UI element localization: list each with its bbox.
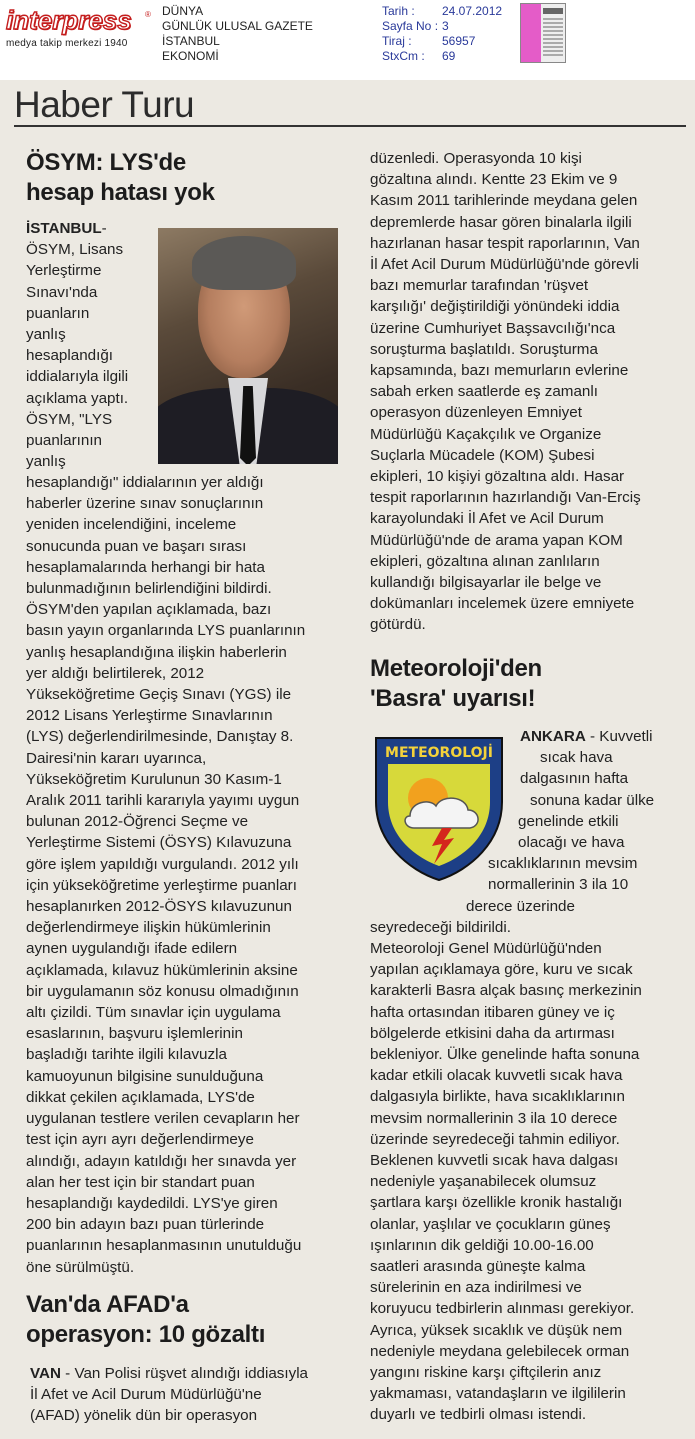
text-line: tespit raporlarının hazırlandığı Van-Erciş [370, 489, 641, 507]
person-photo [158, 228, 338, 464]
text-line: ÖSYM'den yapılan açıklamada, bazı [26, 601, 272, 619]
text-line: karakterli Basra alçak basınç merkezinin [370, 982, 642, 1000]
text-line: depremlerde hasar gören binalarla ilgili [370, 213, 632, 231]
text-line: ışınlarının dik geldiği 10.00-16.00 [370, 1236, 594, 1254]
text-line: alındığı, adayın katıldığı her sınavda yer [26, 1152, 297, 1170]
text-line: Beklenen kuvvetli sıcak hava dalgası [370, 1152, 619, 1170]
text-line: kapsamında, bazı memurların evlerine [370, 362, 629, 380]
text-line: Müdürlüğü Kaçakçılık ve Organize [370, 425, 602, 443]
text-line: test için ayrı ayrı değerlendirmeye [26, 1131, 254, 1149]
text-line: sıcak hava [540, 749, 613, 767]
text-line: bulunan 2012-Öğrenci Seçme ve [26, 813, 249, 831]
text-line: iddialarıyla ilgili [26, 368, 129, 386]
text-line: sabah erken saatlerde eş zamanlı [370, 383, 598, 401]
text-line: Yükseköğretime Geçiş Sınavı (YGS) ile [26, 686, 292, 704]
text-line: yapılan açıklamaya göre, kuru ve sıcak [370, 961, 633, 979]
text-line: yanlış [26, 326, 66, 344]
text-line: açıklamada, kılavuz hükümlerinin aksine [26, 961, 298, 979]
meta-label: Tarih : [382, 4, 415, 18]
meta-value: 3 [442, 19, 449, 33]
meta-label: StxCm : [382, 49, 425, 63]
text-line: Kasım 2011 tarihlerinde meydana gelen [370, 192, 638, 210]
text-line: basın yayın organlarında LYS puanlarının [26, 622, 306, 640]
text-line: şartlara karşı özellikle kronik hastalığı [370, 1194, 623, 1212]
badge-label: METEOROLOJİ [385, 745, 493, 761]
text-line: altı çizildi. Tüm sınavlar için uygulama [26, 1004, 281, 1022]
text-line: bulunmadığının belirlendiğini bildirdi. [26, 580, 272, 598]
text-line: hesaplandığı kaydedildi. LYS'ye giren [26, 1194, 278, 1212]
text-line: hesaplandığı" iddialarının yer aldığı [26, 474, 264, 491]
text-line: haberler üzerine sınav sonuçlarının [26, 495, 264, 513]
text-line: hesaplandığı [26, 347, 113, 365]
publication-name: DÜNYA [162, 4, 204, 18]
text-line: Ayrıca, yüksek sıcaklık ve düşük nem [370, 1321, 623, 1339]
text-line: İl Afet Acil Durum Müdürlüğü'nde görevli [370, 256, 639, 274]
text-line: derece üzerinde [466, 897, 575, 915]
text-line: Meteoroloji Genel Müdürlüğü'nden [370, 940, 602, 957]
text-line: İl Afet ve Acil Durum Müdürlüğü'ne [30, 1386, 262, 1404]
text-line: bölgelerde etkisini daha da artırması [370, 1024, 615, 1042]
text-span: - [101, 220, 107, 237]
text-line: Müdürlüğü'nde de arama yapan KOM [370, 531, 623, 549]
text-line: mevsim normallerinin 3 ila 10 derece [370, 1109, 618, 1127]
text-line: yangını riskine karşı çiftçilerin anız [370, 1364, 602, 1382]
text-line: puanlarının [26, 432, 102, 450]
publication-section: EKONOMİ [162, 49, 219, 63]
text-line: saatleri arasında güneşte kalma [370, 1258, 586, 1276]
text-span: - Kuvvetli [585, 728, 653, 745]
dateline: VAN [30, 1365, 61, 1382]
text-line: dokümanları incelemek üzere emniyete [370, 595, 635, 613]
text-line: dalgasıyla birlikte, hava sıcaklıklarının [370, 1088, 625, 1106]
text-line: bazı memurlar tarafından 'rüşvet [370, 277, 589, 295]
interpress-logo [6, 5, 151, 49]
text-line: hesaplamalarında herhangi bir hata [26, 558, 265, 576]
text-line: puanlarının hesaplanmasının unutulduğu [26, 1237, 302, 1255]
text-line: yanlış [26, 453, 66, 471]
text-line: ekipleri, 10 kişiyi gözaltına aldı. Hasar [370, 468, 625, 486]
logo-wordmark: interpress [6, 5, 132, 35]
article3-lead [370, 726, 654, 938]
text-line [30, 1363, 308, 1384]
text-line: hazırlanan hasar tespit raporlarının, Van [370, 234, 640, 252]
text-line: esaslarının, başvuru işlemlerinin [26, 1025, 243, 1043]
article2-lead [30, 1363, 308, 1427]
text-line: karşılığı' değiştirildiği yönündeki iddia [370, 298, 620, 316]
article3-headline: Meteoroloji'den 'Basra' uyarısı! [370, 655, 542, 712]
text-line: uygulanan testlere verilen cevapların her [26, 1110, 300, 1128]
text-line: Yerleştirme Sistemi (ÖSYS) Kılavuzuna [26, 834, 292, 852]
publication-city: İSTANBUL [162, 34, 220, 48]
text-line: kullandığı bilgisayarlar ile belge ve [370, 574, 602, 592]
text-line: seyredeceği bildirildi. [370, 918, 511, 936]
publication-type: GÜNLÜK ULUSAL GAZETE [162, 19, 313, 33]
text-line: sonucunda puan ve başarı sırası [26, 537, 247, 555]
newspaper-page [0, 80, 695, 1439]
text-line: olacağı ve hava [518, 834, 625, 852]
text-line: bekleniyor. Ülke genelinde hafta sonuna [370, 1046, 640, 1064]
text-line: açıklama yaptı. [26, 389, 129, 407]
dateline: ANKARA [520, 728, 586, 745]
text-line: Yükseköğretim Kurulunun 30 Kasım-1 [26, 770, 282, 788]
text-line: alan her test için bir standart puan [26, 1173, 255, 1191]
text-line: (LYS) değerlendirilmesinde, Danıştay 8. [26, 728, 294, 746]
text-line: bir uygulamanın söz konusu olmadığının [26, 982, 299, 1000]
text-line [520, 726, 654, 747]
text-line: Aralık 2011 tarihli kararıyla yayımı uygun [26, 792, 300, 810]
text-line: üzerine Cumhuriyet Başsavcılığı'nca [370, 319, 616, 337]
text-line: hafta ortasından itibaren güney ve iç [370, 1003, 615, 1021]
text-line: 200 bin adayın bazı puan türlerinde [26, 1216, 265, 1234]
meta-label: Sayfa No : [382, 19, 439, 33]
article2-headline: Van'da AFAD'a operasyon: 10 gözaltı [26, 1291, 266, 1348]
text-line: yanlış hesaplandığına ilişkin haberlerin [26, 643, 287, 661]
logo-tagline: medya takip merkezi 1940 [6, 38, 128, 49]
text-line: değerlendirmeye ilişkin hükümlerinin [26, 919, 271, 937]
text-line: götürdü. [370, 616, 426, 634]
meta-value: 56957 [442, 34, 476, 48]
text-line: genelinde etkili [518, 812, 619, 830]
text-line: ÖSYM, "LYS [26, 410, 113, 428]
meta-label: Tiraj : [382, 34, 412, 48]
text-line [26, 218, 128, 239]
text-line: Yerleştirme [26, 262, 102, 280]
article1-intro [26, 218, 128, 472]
text-line: karayolundaki İl Afet ve Acil Durum [370, 510, 604, 528]
text-line: (AFAD) yönelik dün bir operasyon [30, 1407, 258, 1425]
text-line: üzerinde seyredeceği tahmin ediliyor. [370, 1130, 620, 1148]
text-line: duyarlı ve tedbirli olması istendi. [370, 1406, 587, 1424]
text-line: hesaplanırken 2012-ÖSYS kılavuzunun [26, 898, 292, 916]
text-line: öne sürülmüştü. [26, 1258, 135, 1276]
text-line: kamuoyunun bilgisine sunulduğuna [26, 1067, 264, 1085]
article2-body [370, 148, 641, 636]
article3-body [370, 938, 642, 1426]
text-line: Sınavı'nda [26, 283, 98, 301]
text-line: gözaltına alındı. Kentte 23 Ekim ve 9 [370, 171, 618, 189]
text-line: düzenledi. Operasyonda 10 kişi [370, 150, 582, 167]
text-line: göre işlem yapıldığı vurgulandı. 2012 yılı [26, 855, 299, 873]
text-line: soruşturma başlatıldı. Soruşturma [370, 340, 598, 358]
text-line: koruyucu tedbirlerin alınması gerekiyor. [370, 1300, 635, 1318]
registered-mark: ® [145, 10, 151, 19]
meta-value: 69 [442, 49, 456, 63]
text-line: yakmaması, vatandaşların ve ilgililerin [370, 1385, 626, 1403]
article1-body [26, 472, 305, 1278]
text-line: aynen uygulandığı ifade edilern [26, 940, 238, 958]
text-span: - Van Polisi rüşvet alındığı iddiasıyla [60, 1365, 309, 1382]
clipping-header [0, 0, 695, 80]
text-line: dalgasının hafta [520, 770, 629, 788]
publication-info [162, 4, 313, 64]
text-line: ekipleri, gözaltına alınan zanlıların [370, 552, 600, 570]
text-line: yer aldığı belirtilerek, 2012 [26, 664, 205, 682]
meta-value: 24.07.2012 [442, 4, 503, 18]
text-line: nedeniyle yaşanabilecek olumsuz [370, 1173, 597, 1191]
text-line: ÖSYM, Lisans [26, 241, 124, 259]
text-line: yeniden incelendiğini, inceleme [26, 516, 237, 534]
article1-headline: ÖSYM: LYS'de hesap hatası yok [26, 149, 215, 206]
text-line: olanlar, yaşlılar ve çocukların güneş [370, 1215, 611, 1233]
text-line: için yükseköğretime yerleştirme puanları [26, 876, 297, 894]
text-line: kadar etkili olacak kuvvetli sıcak hava [370, 1067, 623, 1085]
text-line: Dairesi'nin kararı uyarınca, [26, 749, 207, 767]
text-line: sonuna kadar ülke [530, 791, 655, 809]
text-line: sıcaklıklarının mevsim [488, 855, 638, 873]
section-rule [14, 125, 686, 127]
text-line: nedeniyle meydana gelebilecek orman [370, 1342, 630, 1360]
page-thumbnail[interactable] [520, 3, 566, 63]
text-line: Suçlarla Mücadele (KOM) Şubesi [370, 446, 595, 464]
section-title: Haber Turu [14, 84, 195, 125]
text-line: normallerinin 3 ila 10 [488, 876, 629, 894]
text-line: başladığı tarihte ilgili kılavuzla [26, 1046, 227, 1064]
clipping-meta [382, 4, 502, 64]
dateline: İSTANBUL [26, 220, 102, 237]
text-line: sürelerinin en aza indirilmesi ve [370, 1279, 582, 1297]
text-line: operasyon düzenleyen Emniyet [370, 404, 582, 422]
text-line: dikkat çekilen açıklamada, LYS'de [26, 1088, 255, 1106]
text-line: puanların [26, 304, 90, 322]
text-line: 2012 Lisans Yerleştirme Sınavlarının [26, 707, 273, 725]
